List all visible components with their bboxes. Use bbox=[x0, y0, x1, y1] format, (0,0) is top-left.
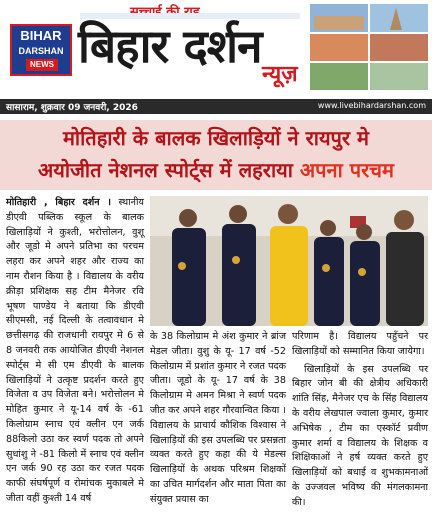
logo-text-mid: DARSHAN bbox=[18, 46, 64, 56]
article-col2-text: के 38 किलोग्राम मे अंश कुमार ने ब्रांज मेडल जीता। वुशु के यू- 17 वर्ष -52 किलोग्राम में प्रशांत कुमार ने रजत पदक जीता। जूडो के यू- 17 वर्ष के 38 किलोग्राम मे अमन मिश्रा ने स्वर्ण पदक जीत कर अपने शहर गौरवान्वित किया । विद्यालय के प्राचार्य कौशिक विश्वास ने खिलाड़ियों की इस उपलब्धि पर प्रसन्नता व्यक्त करते हुए कहा की ये मेडल्स खिलाड़ियों के अथक परिश्रम शिक्षकों का उचित मार्गदर्शन और माता पिता का संयुक्त प्रयास का bbox=[150, 331, 286, 505]
masthead bbox=[0, 0, 432, 98]
players-group-photo bbox=[150, 196, 428, 326]
website-link[interactable]: www.livebihardarshan.com bbox=[317, 101, 426, 110]
article-column-2 bbox=[150, 330, 286, 508]
headline-line-1: मोतिहारी के बालक खिलाड़ियों ने रायपुर मे bbox=[62, 126, 370, 150]
article-column-1 bbox=[6, 196, 144, 507]
landmark-photo-6 bbox=[370, 63, 428, 90]
headline-line-2-accent: अपना परचम bbox=[299, 158, 394, 182]
newspaper-title: बिहार दर्शन bbox=[78, 19, 262, 73]
headline-line-2-main: अयोजीत नेशनल स्पोर्ट्स में लहराया bbox=[38, 158, 300, 182]
article-headline bbox=[0, 120, 432, 190]
logo-text-top: BIHAR bbox=[20, 28, 62, 43]
newspaper-subtitle: न्यूज़ bbox=[262, 62, 298, 87]
headline-line-2 bbox=[6, 156, 426, 183]
article-dateline: मोतिहारी , बिहार दर्शन । bbox=[6, 197, 111, 208]
landmark-photo-4 bbox=[370, 34, 428, 61]
article-column-3 bbox=[292, 330, 428, 511]
landmark-building-1 bbox=[314, 16, 364, 30]
article-col1-text: स्थानीय डीएवी पब्लिक स्कूल के बालक खिलाड़ियों ने कुश्ती, भरोत्तोलन, वुशू और जूडो मे अपने प्रतिभा का परचम लहरा कर अपने शहर और राज्य का नाम रौशन किया है । विद्यालय के वरीय क्रीड़ा प्रशिक्षक सह टीम मैनेजर रवि भूषण पाण्डेय ने बताया कि डीएवी सीएमसी, नई दिल्ली के तत्वावधान मे छत्तीसगढ़ की राजधानी रायपुर मे 6 से 8 जनवरी तक आयोजित डीएवी नेशनल स्पोर्ट्स मे सी एम डीएवी के बालक खिलाड़ियों ने उत्कृष्ट प्रदर्शन करते हुए विजेता व उप विजेता बने। भरोत्तोलन मे मोहित कुमार ने यू-14 वर्ष के -61 किलोग्राम स्नाच एवं क्लीन एन जर्क 88किलो उठा कर स्वर्ण पदक तो अपने सुधांशु ने -81 किलो में स्नाच एवं क्लीन एन जर्क 90 रह उठा कर रजत पदक काफी संघर्षपूर्ण व रोमांचक मुकाबले मे जीता वहीं कुश्ती 14 वर्ष bbox=[6, 197, 144, 504]
landmark-photo-5 bbox=[310, 63, 368, 90]
article-col3-para-1: परिणाम है। विद्यालय पहुँचने पर खिलाड़ियों को सम्मानित किया जायेगा। bbox=[292, 331, 428, 357]
article-col3-para-2: खिलाड़ियों के इस उपलब्धि पर बिहार जोन बी की क्षेत्रीय अधिकारी शांति सिंह, मैनेजर एच के सिंह विद्यालय के वरीय लेखपाल ज्वाला कुमार, कुमार अभिषेक , टीम का एस्कॉर्ट प्रवीण कुमार शर्मा व विद्यालय के शिक्षक व शिक्षिकाओं ने हर्ष व्यक्त करते हुए खिलाड़ियों को बधाई व शुभकामनाओं के उज्जवल भविष्य की मंगलकामना की। bbox=[292, 363, 428, 508]
landmark-photo-collage bbox=[310, 4, 428, 90]
issue-date: सासाराम, शुक्रवार 09 जनवरी, 2026 bbox=[6, 103, 138, 113]
dateline-bar bbox=[0, 99, 432, 114]
landmark-photo-3 bbox=[310, 34, 368, 61]
logo-text-bot: NEWS bbox=[26, 59, 58, 71]
brand-logo[interactable] bbox=[10, 24, 72, 76]
